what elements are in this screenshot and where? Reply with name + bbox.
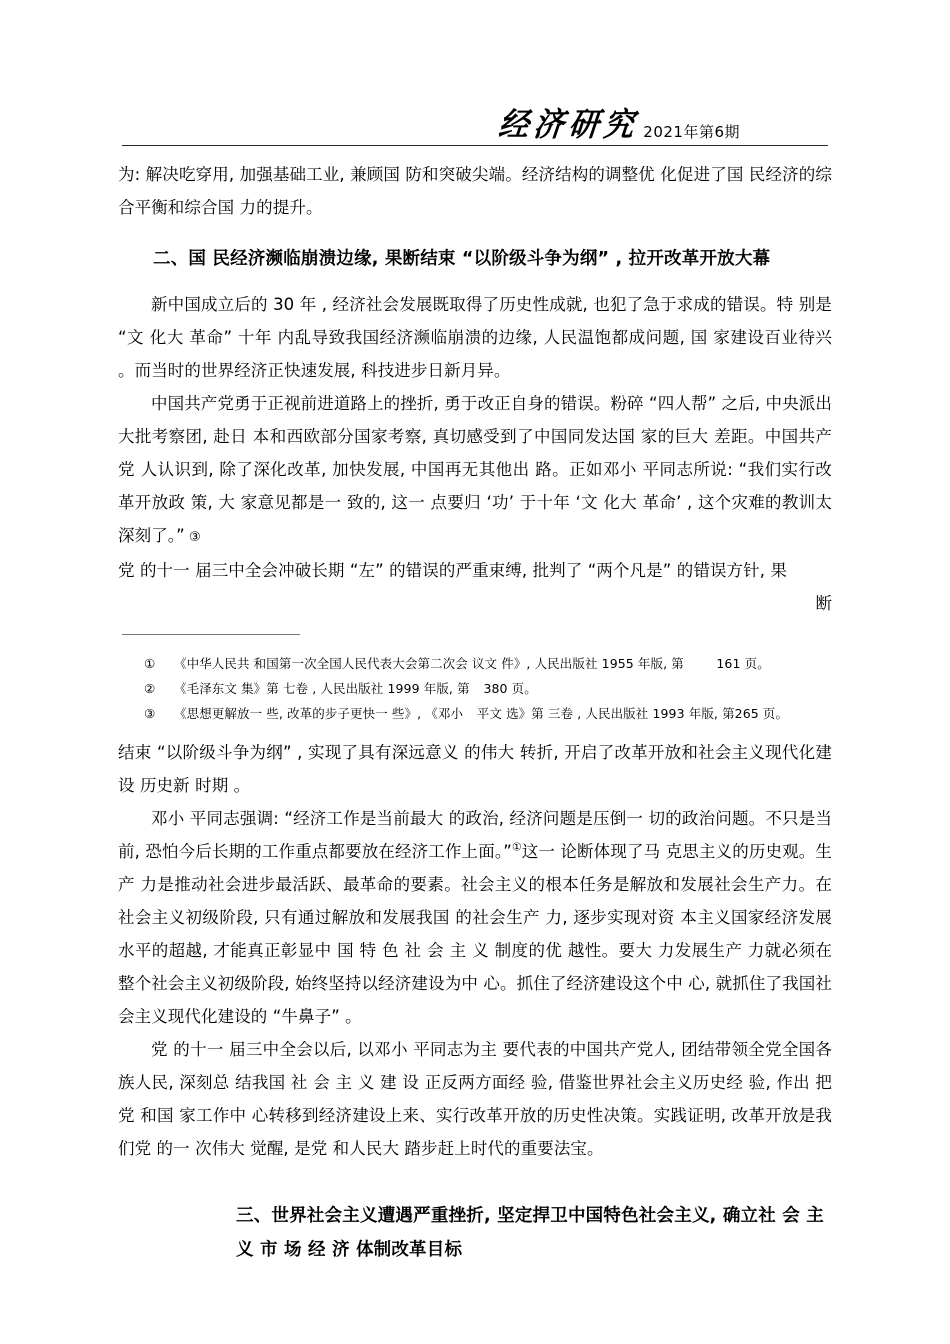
paragraph-5-text-b: 这一 论断体现了马 克思主义的历史观。生产 力是推动社会进步最活跃、最革命的要素。社会主义的根本任务是解放和发展社会生产力。在社会主义初级阶段, 只有通过解放和发展我国 的社会生产 力, 逐步实现对资 本主义国家经济发展水平的超越, 才能真正彰显中 国 特 色 社 会 主 义 制度的优 越性。要大 力发展生产 力就必须在整个社会主义初级阶段, 始终坚持以经济建设为中 心。抓住了经济建设这个中 心, 就抓住了我国社会主义现代化建设的 “牛鼻子” 。	[118, 842, 833, 1026]
footnote-item	[118, 676, 832, 701]
journal-logo: 经济研究	[497, 106, 642, 145]
paragraph-continued: 为: 解决吃穿用, 加强基础工业, 兼顾国 防和突破尖端。经济结构的调整优 化促进了国 民经济的综合平衡和综合国 力的提升。	[118, 165, 832, 217]
header-rule	[122, 145, 828, 146]
journal-masthead	[497, 106, 740, 145]
issue-label: 2021年第6期	[643, 123, 740, 141]
footnote-marker: ①	[144, 656, 156, 671]
section-heading-three: 三、世界社会主义遭遇严重挫折, 坚定捍卫中国特色社会主义, 确立社 会 主 义 市 场 经 济 体制改革目标	[236, 1206, 824, 1260]
paragraph-4: 结束 “以阶级斗争为纲” , 实现了具有深远意义 的伟大 转折, 开启了改革开放和社会主义现代化建设 历史新 时期 。	[118, 743, 832, 795]
footnote-text: 《思想更解放一 些, 改革的步子更快一 些》, 《邓小	[174, 706, 464, 721]
footnote-item	[118, 701, 832, 726]
paragraph-3-text: 党 的十一 届三中全会冲破长期 “左” 的错误的严重束缚, 批判了 “两个凡是” 的错误方针, 果	[118, 561, 788, 580]
footnote-separator	[122, 634, 300, 635]
footnote-text: 《中华人民共 和国第一次全国人民代表大会第二次会 议文 件》, 人民出版社 1955 年版, 第	[174, 656, 684, 671]
paragraph-5	[118, 802, 832, 1033]
paragraph-6: 党 的十一 届三中全会以后, 以邓小 平同志为主 要代表的中国共产党人, 团结带领全党全国各族人民, 深刻总 结我国 社 会 主 义 建 设 正反两方面经 验, 借鉴世界社会主义历史经 验, 作出 把党 和国 家工作中 心转移到经济建设上来、实行改革开放的历史性决策。实践证明, 改革开放是我们党 的一 次伟大 觉醒, 是党 和人民大 踏步赶上时代的重要法宝。	[118, 1040, 832, 1158]
footnote-block	[118, 634, 832, 726]
running-head	[122, 96, 828, 146]
footnote-ref-3: ③	[188, 530, 201, 545]
paragraph-3	[118, 554, 832, 587]
paragraph-1: 新中国成立后的 30 年 , 经济社会发展既取得了历史性成就, 也犯了急于求成的错误。特 别是 “文 化大 革命” 十年 内乱导致我国经济濒临崩溃的边缘, 人民温饱都成问题, 国 家建设百业待兴 。而当时的世界经济正快速发展, 科技进步日新月异。	[118, 295, 832, 380]
footnote-text: 《毛泽东文 集》第 七卷 , 人民出版社 1999 年版, 第	[174, 681, 470, 696]
footnote-page: 380 页。	[483, 681, 537, 696]
section-heading-two: 二、国 民经济濒临崩溃边缘, 果断结束 “以阶级斗争为纲” , 拉开改革开放大幕	[153, 249, 771, 269]
paragraph-3-tail: 断	[815, 594, 832, 613]
paragraph-2	[118, 387, 832, 554]
footnote-page: 平文 选》第 三卷 , 人民出版社 1993 年版, 第265 页。	[476, 706, 789, 721]
heading-spacer	[118, 1165, 832, 1181]
footnote-marker: ②	[144, 681, 156, 696]
footnote-page: 161 页。	[716, 656, 770, 671]
footnote-ref-1: ①	[511, 840, 522, 854]
footnote-item	[118, 651, 832, 676]
paragraph-5-text-a: 邓小 平同志强调: “经济工作是当前最大 的政治, 经济问题是压倒一 切的政治问题。不只是当前, 恐怕今后长期的工作重点都要放在经济工作上面。”	[118, 809, 832, 861]
paragraph-2-text: 中国共产党勇于正视前进道路上的挫折, 勇于改正自身的错误。粉碎 “四人帮” 之后, 中央派出大批考察团, 赴日 本和西欧部分国家考察, 真切感受到了中国同发达国 家的巨大 差距。中国共产党 人认识到, 除了深化改革, 加快发展, 中国再无其他出 路。正如邓小 平同志所说: “我们实行改革开放政 策, 大 家意见都是一 致的, 这一 点要归 ‘功’ 于十年 ‘文 化大 革命’ , 这个灾难的教训太深刻了。”	[118, 394, 832, 545]
text-column	[118, 158, 832, 1279]
footnote-marker: ③	[144, 706, 156, 721]
